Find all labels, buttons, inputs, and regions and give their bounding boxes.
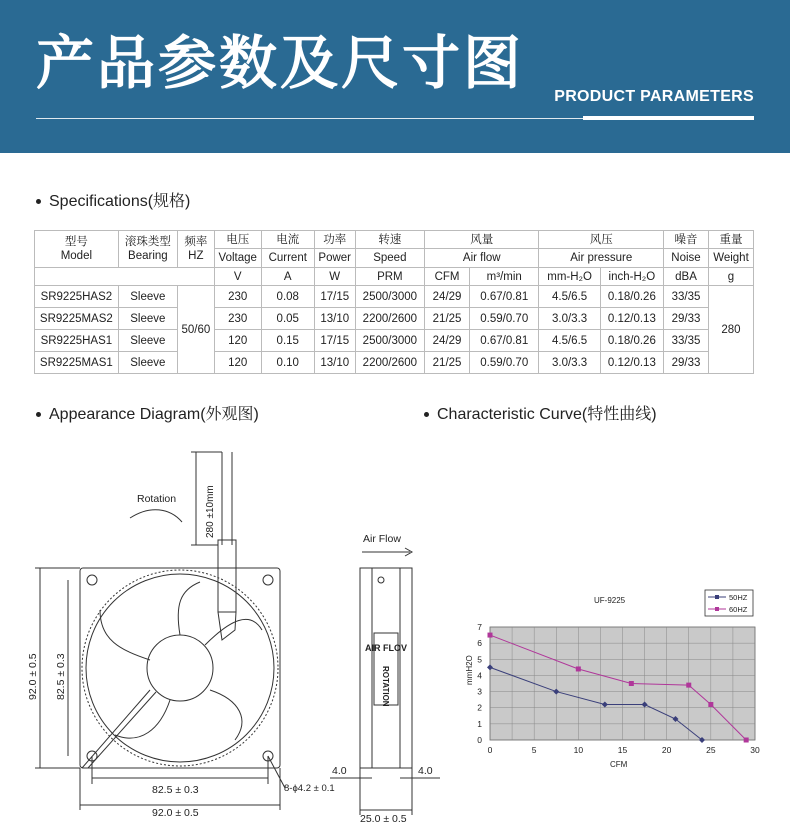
- cell-noise: 29/33: [664, 352, 709, 374]
- cell-voltage: 230: [214, 308, 261, 330]
- inner-height-label: 82.5 ± 0.3: [55, 653, 67, 700]
- unit-inchh2o: inch-H₂O: [600, 268, 663, 286]
- cell-speed: 2200/2600: [355, 352, 424, 374]
- airflov-label: AIR FLOV: [365, 643, 407, 653]
- fan-blade: [115, 700, 170, 738]
- cell-power: 13/10: [314, 308, 355, 330]
- cell-mmh2o: 3.0/3.3: [539, 352, 600, 374]
- section-appearance-label: Appearance Diagram(外观图): [49, 406, 259, 423]
- section-curve: [424, 401, 657, 424]
- unit-prm: PRM: [355, 268, 424, 286]
- fan-venturi-outer: [82, 570, 278, 766]
- header-power-en: Power: [314, 249, 355, 268]
- header-bearing: 滚珠类型 Bearing: [118, 231, 177, 268]
- mounting-hole: [263, 575, 273, 585]
- unit-a: A: [261, 268, 314, 286]
- fan-frame: [80, 568, 280, 768]
- section-specifications-label: Specifications(规格): [49, 193, 191, 210]
- fan-blade: [205, 619, 262, 645]
- side-hole: [378, 577, 384, 583]
- data-point: [708, 702, 713, 707]
- rotation-label: Rotation: [137, 493, 177, 505]
- header-weight-cn: 重量: [708, 231, 753, 249]
- cell-noise: 29/33: [664, 308, 709, 330]
- y-tick-label: 6: [477, 638, 482, 649]
- cell-speed: 2500/3000: [355, 330, 424, 352]
- y-tick-label: 7: [477, 622, 482, 632]
- cell-current: 0.10: [261, 352, 314, 374]
- cell-current: 0.08: [261, 286, 314, 308]
- cell-m3: 0.67/0.81: [470, 330, 539, 352]
- rotation-side-label: ROTATION: [381, 666, 390, 707]
- unit-v: V: [214, 268, 261, 286]
- header-power-cn: 功率: [314, 231, 355, 249]
- unit-dba: dBA: [664, 268, 709, 286]
- y-tick-label: 3: [477, 686, 482, 697]
- cell-cfm: 21/25: [425, 308, 470, 330]
- data-point: [488, 633, 493, 638]
- cell-current: 0.15: [261, 330, 314, 352]
- cell-model: SR9225HAS1: [35, 330, 119, 352]
- header-pressure-cn: 风压: [539, 231, 664, 249]
- page-title: 产品参数及尺寸图: [36, 29, 525, 97]
- unit-mmh2o: mm-H₂O: [539, 268, 600, 286]
- header-pressure-en: Air pressure: [539, 249, 664, 268]
- x-tick-label: 30: [750, 745, 760, 755]
- header-noise-en: Noise: [664, 249, 709, 268]
- x-tick-label: 10: [573, 745, 584, 755]
- airflow-label: Air Flow: [363, 533, 401, 545]
- chart-ylabel: mmH2O: [465, 655, 474, 685]
- legend-marker-60hz: [715, 607, 719, 611]
- cell-cfm: 21/25: [425, 352, 470, 374]
- chart-legend: [705, 590, 753, 616]
- y-tick-label: 4: [477, 670, 482, 681]
- unit-m3: m³/min: [470, 268, 539, 286]
- cell-bearing: Sleeve: [118, 308, 177, 330]
- x-tick-label: 5: [531, 745, 537, 755]
- x-tick-label: 15: [617, 745, 628, 755]
- header-accent-bar: [583, 116, 754, 120]
- bullet-icon: [36, 199, 41, 204]
- depth-label: 25.0 ± 0.5: [360, 813, 407, 825]
- chart-xlabel: CFM: [610, 760, 628, 769]
- cable-sleeve: [218, 540, 236, 612]
- table-row: [35, 308, 754, 330]
- fan-strut: [88, 692, 156, 768]
- cell-inch: 0.18/0.26: [600, 286, 663, 308]
- section-appearance: [36, 401, 259, 424]
- y-tick-label: 2: [477, 702, 482, 713]
- cell-speed: 2200/2600: [355, 308, 424, 330]
- cell-cfm: 24/29: [425, 330, 470, 352]
- header-weight-en: Weight: [708, 249, 753, 268]
- hole-label: 8-ϕ4.2 ± 0.1: [284, 783, 335, 794]
- data-point: [744, 738, 749, 743]
- section-curve-label: Characteristic Curve(特性曲线): [437, 406, 657, 423]
- cable-length-label: 280 ±10mm: [205, 485, 216, 538]
- header-current-cn: 电流: [261, 231, 314, 249]
- chart-title: UF-9225: [594, 596, 626, 605]
- fan-blade: [178, 582, 200, 635]
- flange-left-label: 4.0: [332, 765, 347, 777]
- page-subtitle: PRODUCT PARAMETERS: [554, 88, 754, 105]
- cell-mmh2o: 3.0/3.3: [539, 308, 600, 330]
- section-specifications: [36, 188, 190, 211]
- table-row: [35, 286, 754, 308]
- cell-voltage: 120: [214, 352, 261, 374]
- legend-marker-50hz: [715, 595, 719, 599]
- header-voltage-en: Voltage: [214, 249, 261, 268]
- cell-frequency: 50/60: [177, 286, 214, 374]
- cell-bearing: Sleeve: [118, 286, 177, 308]
- legend-label-50hz: 50HZ: [729, 593, 748, 602]
- fan-blade: [210, 690, 242, 740]
- rotation-arrow: [130, 510, 182, 522]
- header-speed-cn: 转速: [355, 231, 424, 249]
- cell-m3: 0.59/0.70: [470, 308, 539, 330]
- cell-bearing: Sleeve: [118, 352, 177, 374]
- cell-m3: 0.59/0.70: [470, 352, 539, 374]
- data-point: [686, 683, 691, 688]
- header-voltage-cn: 电压: [214, 231, 261, 249]
- cell-mmh2o: 4.5/6.5: [539, 286, 600, 308]
- flange-right-label: 4.0: [418, 765, 433, 777]
- cell-power: 17/15: [314, 330, 355, 352]
- cell-m3: 0.67/0.81: [470, 286, 539, 308]
- cell-noise: 33/35: [664, 330, 709, 352]
- header-banner: [0, 0, 790, 153]
- cell-model: SR9225MAS2: [35, 308, 119, 330]
- cell-inch: 0.12/0.13: [600, 352, 663, 374]
- cell-voltage: 120: [214, 330, 261, 352]
- bullet-icon: [424, 412, 429, 417]
- y-tick-label: 5: [477, 654, 482, 665]
- cell-weight: 280: [708, 286, 753, 374]
- cell-cfm: 24/29: [425, 286, 470, 308]
- unit-g: g: [708, 268, 753, 286]
- y-tick-label: 0: [477, 735, 482, 745]
- cell-speed: 2500/3000: [355, 286, 424, 308]
- bullet-icon: [36, 412, 41, 417]
- data-point: [629, 681, 634, 686]
- outer-height-label: 92.0 ± 0.5: [27, 653, 39, 700]
- characteristic-chart: [460, 585, 775, 780]
- unit-cfm: CFM: [425, 268, 470, 286]
- fan-blade: [100, 610, 150, 660]
- cell-bearing: Sleeve: [118, 330, 177, 352]
- header-airflow-en: Air flow: [425, 249, 539, 268]
- header-blank: [35, 268, 215, 286]
- legend-label-60hz: 60HZ: [729, 605, 748, 614]
- header-hz: 频率 HZ: [177, 231, 214, 268]
- cell-model: SR9225HAS2: [35, 286, 119, 308]
- table-row: [35, 330, 754, 352]
- x-tick-label: 25: [706, 745, 716, 755]
- header-airflow-cn: 风量: [425, 231, 539, 249]
- chart-grid: [490, 627, 755, 740]
- header-speed-en: Speed: [355, 249, 424, 268]
- cell-model: SR9225MAS1: [35, 352, 119, 374]
- cell-inch: 0.18/0.26: [600, 330, 663, 352]
- mounting-hole: [87, 575, 97, 585]
- spec-table: [34, 230, 754, 374]
- data-point: [576, 666, 581, 671]
- unit-w: W: [314, 268, 355, 286]
- y-tick-label: 1: [477, 718, 482, 729]
- header-model: 型号 Model: [35, 231, 119, 268]
- x-tick-label: 0: [487, 745, 493, 755]
- cell-power: 17/15: [314, 286, 355, 308]
- outer-width-label: 92.0 ± 0.5: [152, 807, 199, 819]
- cell-noise: 33/35: [664, 286, 709, 308]
- table-row: [35, 352, 754, 374]
- cell-inch: 0.12/0.13: [600, 308, 663, 330]
- fan-hub: [147, 635, 213, 701]
- cell-mmh2o: 4.5/6.5: [539, 330, 600, 352]
- x-tick-label: 20: [661, 745, 672, 755]
- hole-leader: [268, 756, 285, 788]
- cell-power: 13/10: [314, 352, 355, 374]
- cell-current: 0.05: [261, 308, 314, 330]
- header-noise-cn: 噪音: [664, 231, 709, 249]
- header-current-en: Current: [261, 249, 314, 268]
- cell-voltage: 230: [214, 286, 261, 308]
- inner-width-label: 82.5 ± 0.3: [152, 784, 199, 796]
